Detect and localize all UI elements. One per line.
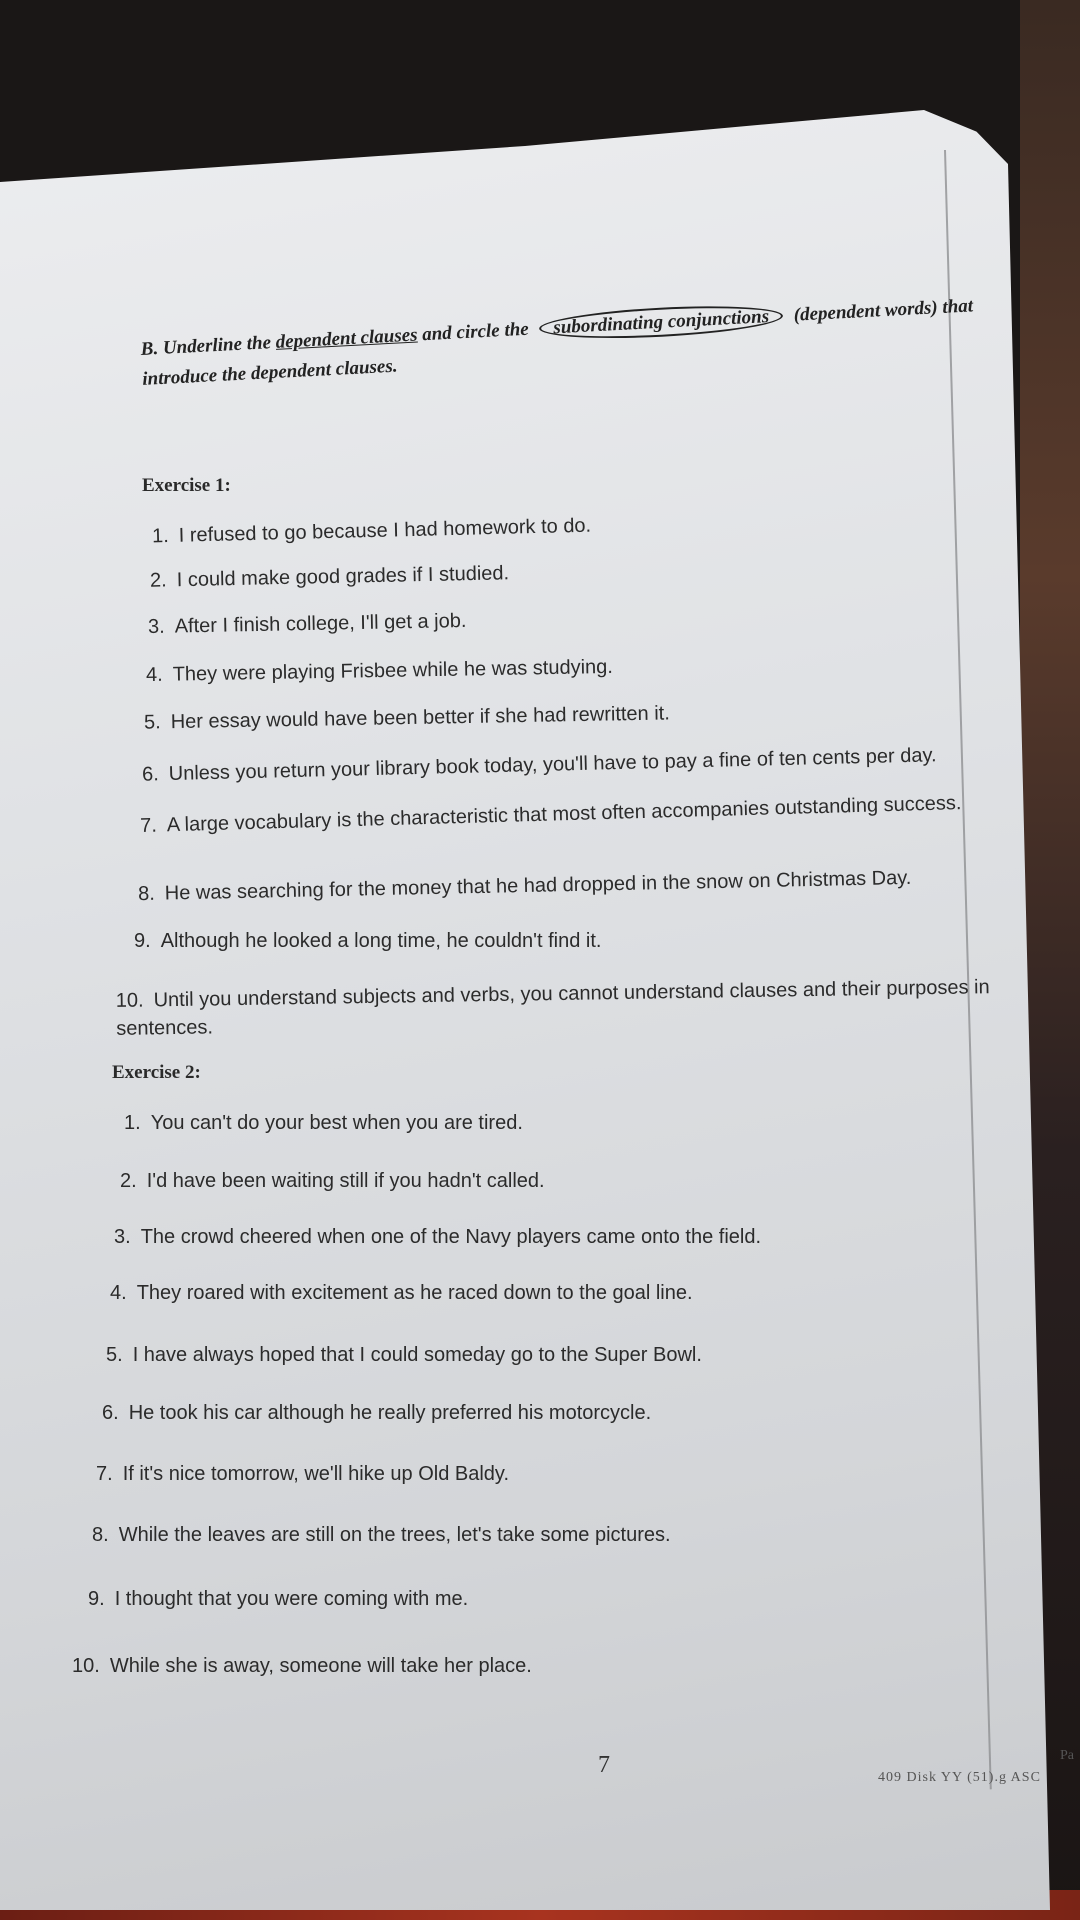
list-item: 4. They roared with excitement as he raced down to the goal line. [110,1282,693,1304]
list-item: 7. If it's nice tomorrow, we'll hike up Old Baldy. [96,1463,509,1485]
instruction-underlined: dependent clauses [275,324,419,353]
list-item: 9. Although he looked a long time, he couldn't find it. [134,930,602,952]
list-item: 10. While she is away, someone will take her place. [72,1655,532,1677]
list-item: 4. They were playing Frisbee while he was studying. [145,655,614,687]
list-item: 2. I could make good grades if I studied. [149,562,510,592]
instruction-suffix: (dependent words) that introduce the dependent clauses. [141,295,974,390]
list-item: 2. I'd have been waiting still if you hadn't called. [120,1170,545,1192]
list-item: 9. I thought that you were coming with me. [88,1588,469,1610]
footer-corner: Pa [1060,1748,1074,1763]
instructions [140,289,1022,395]
list-item: 6. He took his car although he really preferred his motorcycle. [102,1402,652,1424]
list-item: 5. Her essay would have been better if she had rewritten it. [143,702,671,734]
list-item: 5. I have always hoped that I could someday go to the Super Bowl. [106,1344,702,1366]
list-item: 8. He was searching for the money that he had dropped in the snow on Christmas Day. [137,866,912,906]
page-number: 7 [598,1752,610,1778]
list-item: 8. While the leaves are still on the trees, let's take some pictures. [92,1524,671,1546]
instruction-circled: subordinating conjunctions [539,301,784,343]
exercise2-heading: Exercise 2: [112,1062,201,1083]
list-item: 7. A large vocabulary is the characteristic that most often accompanies outstanding success. [139,792,962,838]
list-item: 1. I refused to go because I had homework to do. [151,514,592,548]
footer-code: 409 Disk YY (51).g ASC [878,1770,1041,1785]
list-item: 3. After I finish college, I'll get a job. [147,609,467,639]
instruction-prefix: B. Underline the [140,332,272,360]
instruction-middle: and circle the [421,318,530,346]
list-item: 3. The crowd cheered when one of the Navy players came onto the field. [114,1226,762,1248]
list-item: 6. Unless you return your library book today, you'll have to pay a fine of ten cents per day. [141,744,937,786]
list-item: 10. Until you understand subjects and verbs, you cannot understand clauses and their purposes in sentences. [115,976,990,1040]
list-item: 1. You can't do your best when you are tired. [124,1112,523,1134]
exercise1-heading: Exercise 1: [142,475,231,496]
